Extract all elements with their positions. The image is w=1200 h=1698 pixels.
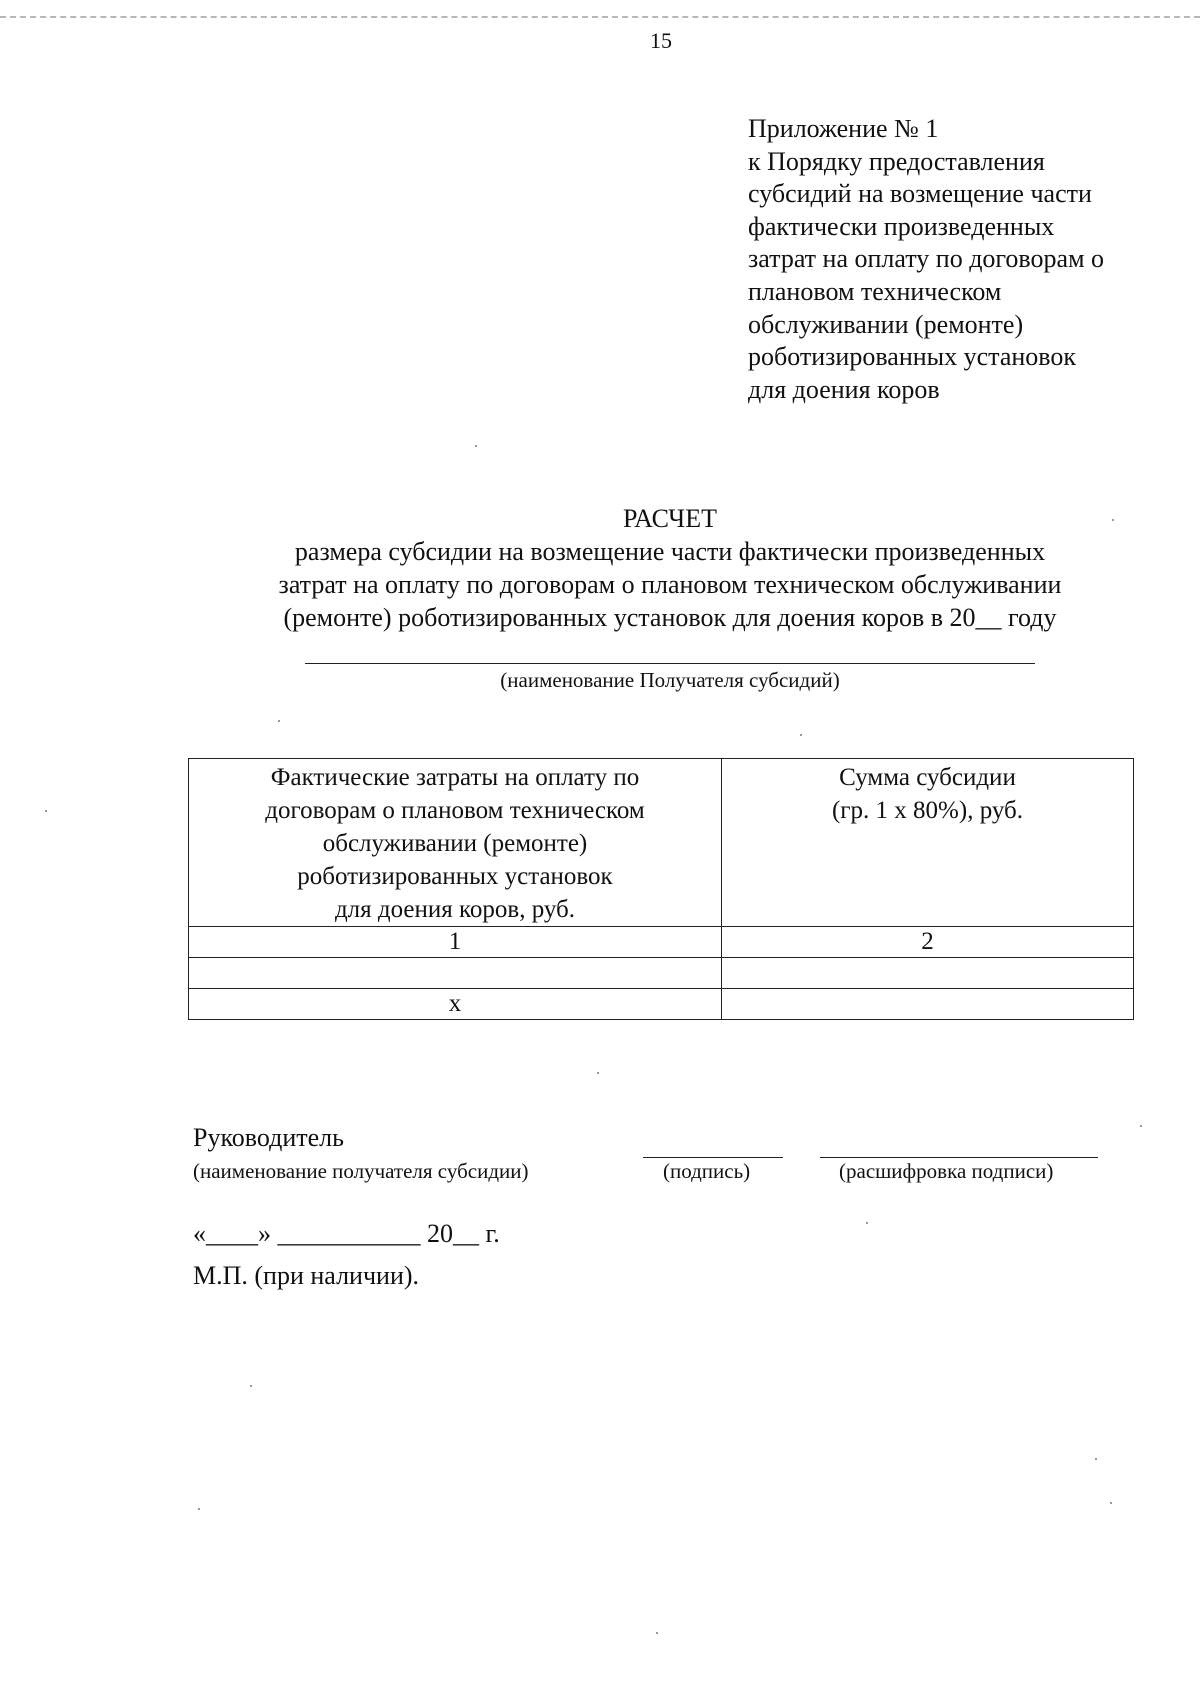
table-header-row [189,759,1134,927]
title-line: затрат на оплату по договорам о плановом техническом обслуживании [278,570,1062,599]
recipient-caption: (наименование Получателя субсидий) [500,668,840,692]
table-row [189,958,1134,989]
title-heading: РАСЧЕТ [623,504,717,533]
appendix-line: Приложение № 1 [748,114,939,143]
scan-speck [1095,1458,1097,1460]
header-cell-subsidy [722,759,1134,927]
appendix-header [748,113,1104,406]
recipient-name-blank [305,663,1035,664]
table-cell [722,989,1134,1020]
header-cell-costs [189,759,722,927]
appendix-line: роботизированных установок [748,342,1077,372]
header-line: роботизированных установок [297,863,613,890]
appendix-line: к Порядку предоставления [748,146,1045,176]
scan-speck [1110,1502,1112,1504]
table-cell [722,958,1134,989]
scan-speck [250,1385,252,1387]
scan-speck [1140,1125,1142,1127]
header-line: Фактические затраты на оплату по [270,764,640,791]
appendix-line: субсидий на возмещение части [748,179,1092,209]
scan-speck [198,1508,200,1510]
table-row [189,989,1134,1020]
appendix-line: для доения коров [748,374,940,404]
signature-decode-caption: (расшифровка подписи) [839,1159,1054,1183]
appendix-line: обслуживании (ремонте) [748,309,1024,339]
appendix-line: фактически произведенных [748,211,1055,241]
signature-decode-blank [820,1157,1098,1158]
column-number: 2 [722,927,1134,958]
page-number: 15 [650,28,672,53]
scan-speck [278,720,280,722]
table-column-numbers-row [189,927,1134,958]
appendix-line: затрат на оплату по договорам о [748,244,1105,274]
signature-caption: (подпись) [663,1159,751,1183]
table-cell: x [189,989,722,1020]
scan-speck [597,1072,599,1074]
header-line: Сумма субсидии [839,764,1016,791]
title-line: размера субсидии на возмещение части фактически произведенных [294,537,1046,566]
appendix-line: плановом техническом [748,276,1002,306]
title-line: (ремонте) роботизированных установок для доения коров в 20__ году [283,603,1057,632]
scan-speck [656,1632,658,1634]
header-line: обслуживании (ремонте) [322,830,588,857]
scan-speck [1112,519,1114,521]
stamp-note: М.П. (при наличии). [193,1261,420,1290]
header-line: для доения коров, руб. [334,896,576,923]
header-line: договорам о плановом техническом [265,797,645,824]
date-line: «____» ___________ 20__ г. [193,1219,500,1248]
director-title: Руководитель [193,1123,344,1152]
calculation-table [188,758,1134,1020]
header-line: (гр. 1 х 80%), руб. [831,797,1024,824]
scan-edge-artifact [0,16,1200,21]
signature-blank [643,1157,783,1158]
table-cell [189,958,722,989]
document-title [190,502,1150,634]
column-number: 1 [189,927,722,958]
director-caption: (наименование получателя субсидии) [193,1159,529,1183]
scan-speck [866,1222,868,1224]
scan-speck [45,810,47,812]
scan-speck [475,445,477,447]
scan-speck [800,734,802,736]
